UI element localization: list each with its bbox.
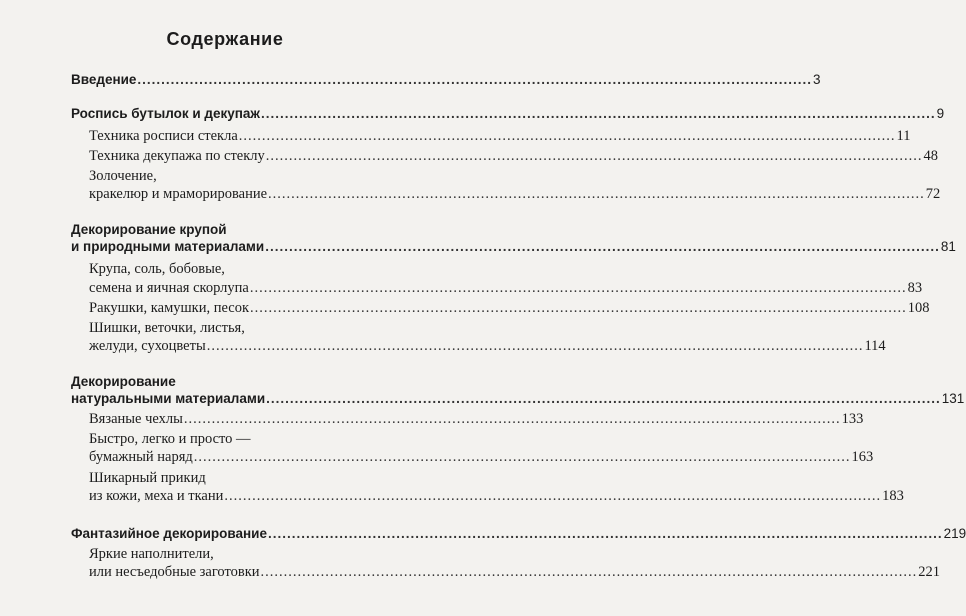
toc-entry-text: или несъедобные заготовки <box>89 564 260 580</box>
toc-entry-text: желуди, сухоцветы <box>89 338 206 354</box>
toc-leader: .............................................................................................................................................. <box>193 449 851 465</box>
page-title: Содержание <box>166 29 284 49</box>
toc-entry <box>89 146 939 166</box>
toc-entry <box>71 237 956 257</box>
toc-leader: .............................................................................................................................................. <box>249 280 907 296</box>
toc-entry-text: Яркие наполнители, <box>89 546 214 562</box>
toc-entry-text: Шикарный прикид <box>89 470 206 486</box>
toc-entry-text: Крупа, соль, бобовые, <box>89 261 225 277</box>
toc-entry <box>89 486 904 506</box>
toc-entry-text: кракелюр и мраморирование <box>89 186 268 202</box>
toc-entry-text: Декорирование крупой <box>71 222 227 237</box>
toc-entry-page: 133 <box>841 411 864 427</box>
toc-entry-text: Техника росписи стекла <box>89 128 238 144</box>
toc-entry <box>89 278 923 298</box>
toc-leader: .............................................................................................................................................. <box>206 338 864 354</box>
toc-leader: .............................................................................................................................................. <box>260 564 918 580</box>
toc-leader: .............................................................................................................................................. <box>238 128 896 144</box>
toc-entry <box>89 447 874 467</box>
toc-leader: .............................................................................................................................................. <box>250 300 907 316</box>
toc-entry <box>71 389 965 409</box>
toc-entry <box>89 468 405 488</box>
toc-entry-page: 11 <box>896 128 911 144</box>
toc-leader: .............................................................................................................................................. <box>268 186 925 202</box>
toc-entry-text: Ракушки, камушки, песок <box>89 300 250 316</box>
toc-entry-page: 83 <box>907 280 923 296</box>
toc-leader: .............................................................................................................................................. <box>266 391 941 406</box>
toc-leader: .............................................................................................................................................. <box>137 72 813 87</box>
toc-leader: .............................................................................................................................................. <box>265 148 923 164</box>
toc-entry <box>89 318 405 338</box>
toc-entry-page: 163 <box>851 449 874 465</box>
toc-entry-page: 48 <box>923 148 939 164</box>
toc-leader: .............................................................................................................................................. <box>224 488 882 504</box>
toc-entry <box>71 70 821 90</box>
toc-entry <box>89 259 405 279</box>
toc-entry <box>89 298 930 318</box>
toc-entry <box>89 166 405 186</box>
toc-entry-page: 81 <box>940 239 956 254</box>
toc-entry <box>89 184 941 204</box>
toc-entry <box>71 524 966 544</box>
toc-entry <box>89 544 405 564</box>
toc-entry-page: 219 <box>943 526 966 541</box>
toc-entry-text: из кожи, меха и ткани <box>89 488 224 504</box>
toc-leader: .............................................................................................................................................. <box>265 239 940 254</box>
toc-entry-page: 114 <box>864 338 886 354</box>
toc-entry-text: Декорирование <box>71 374 176 389</box>
toc-entry-text: и природными материалами <box>71 239 265 254</box>
toc-leader: .............................................................................................................................................. <box>261 106 936 121</box>
toc-entry-text: бумажный наряд <box>89 449 193 465</box>
toc-entry <box>89 126 911 146</box>
toc-entry-page: 9 <box>936 106 945 121</box>
toc-entry-text: Роспись бутылок и декупаж <box>71 106 261 121</box>
toc-entry-text: Техника декупажа по стеклу <box>89 148 265 164</box>
toc-entry-page: 72 <box>925 186 941 202</box>
toc-leader: .............................................................................................................................................. <box>183 411 841 427</box>
toc-entry-page: 221 <box>918 564 941 580</box>
toc-entry-page: 131 <box>941 391 965 406</box>
toc-entry-text: Золочение, <box>89 168 157 184</box>
toc-entry <box>71 104 945 124</box>
toc-entry-text: Быстро, легко и просто — <box>89 431 251 447</box>
toc-entry-page: 108 <box>907 300 930 316</box>
toc-entry-text: Вязаные чехлы <box>89 411 183 427</box>
toc-entry-text: натуральными материалами <box>71 391 266 406</box>
toc-entry-text: Введение <box>71 72 137 87</box>
toc-leader: .............................................................................................................................................. <box>267 526 943 541</box>
toc-entry-text: Шишки, веточки, листья, <box>89 320 245 336</box>
toc-entry-text: Фантазийное декорирование <box>71 526 267 541</box>
toc-entry-page: 3 <box>813 72 821 87</box>
toc-entry <box>89 409 864 429</box>
toc-entry <box>89 429 405 449</box>
toc-entry <box>89 336 886 356</box>
toc-entry <box>89 562 941 582</box>
toc-entry-text: семена и яичная скорлупа <box>89 280 249 296</box>
toc-entry-page: 183 <box>882 488 904 504</box>
